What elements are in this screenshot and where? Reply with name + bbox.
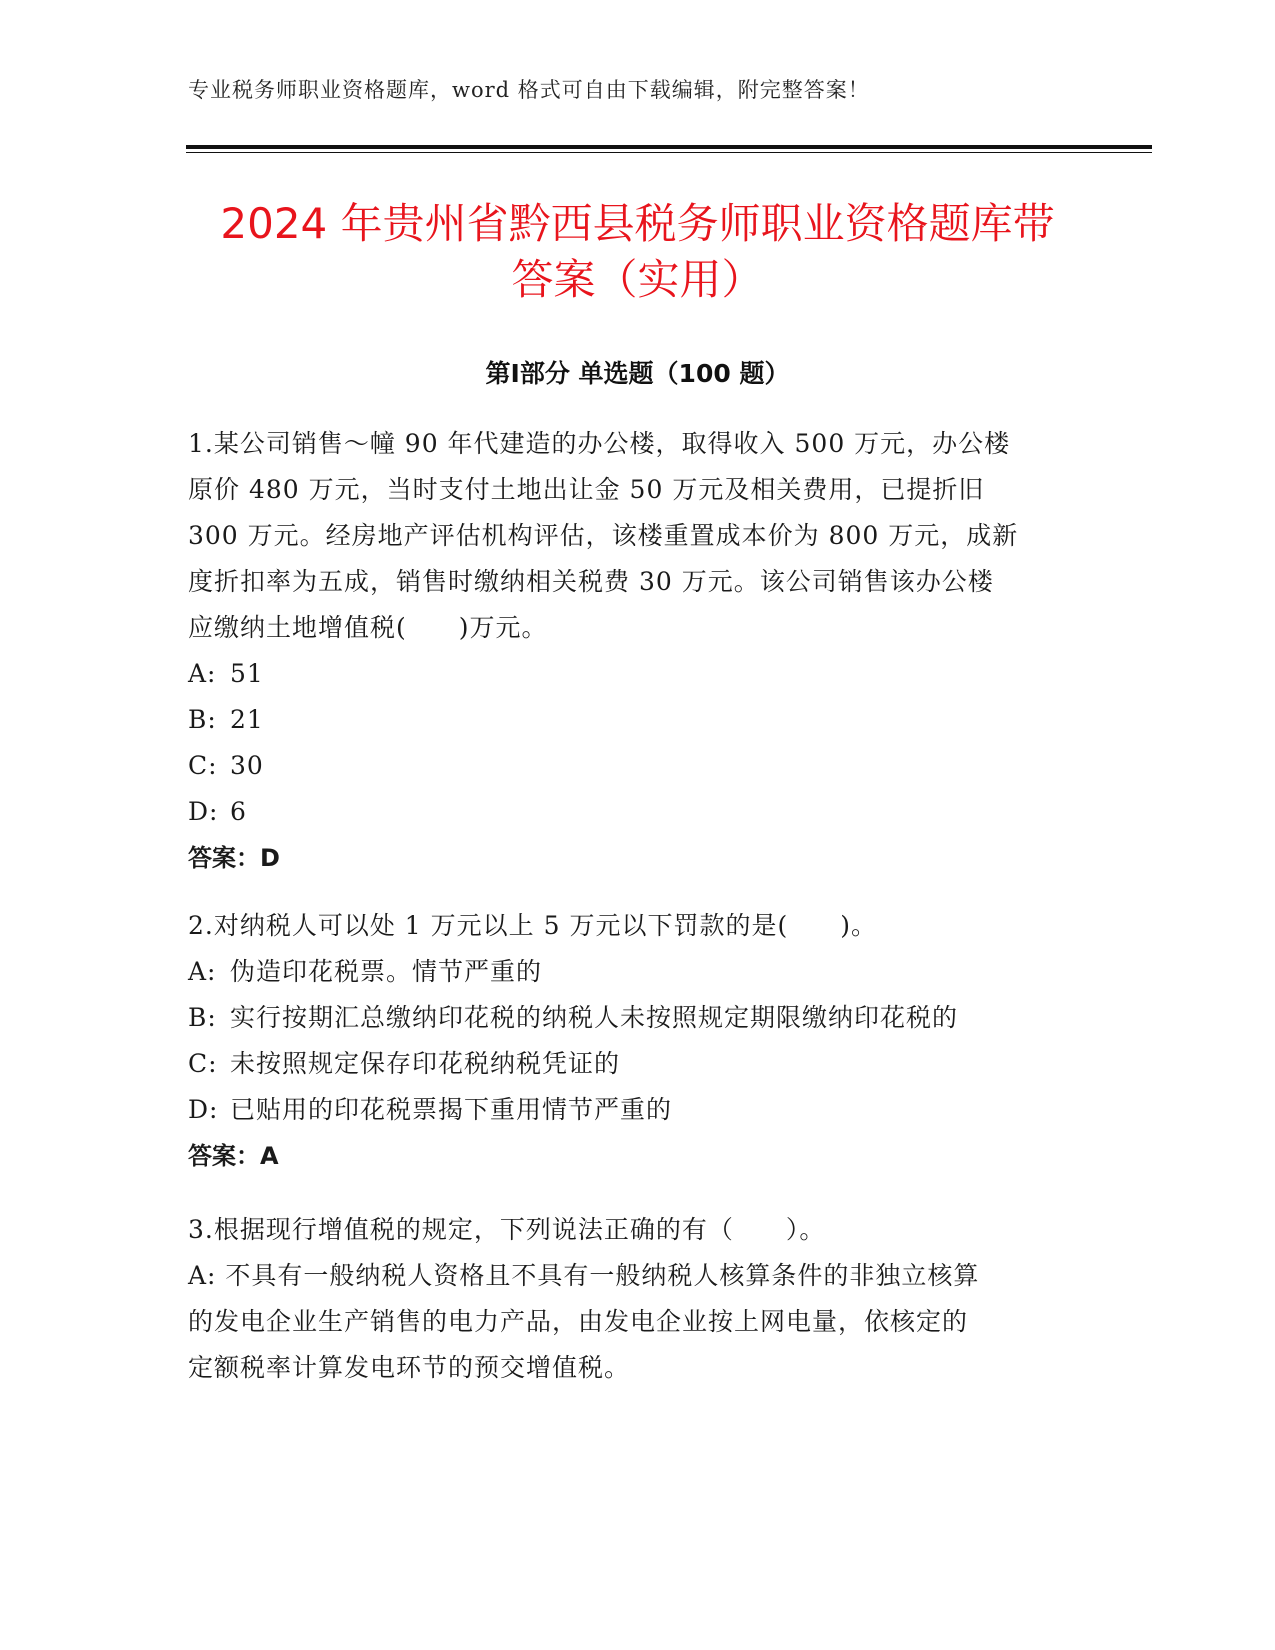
question-2-option-a <box>188 949 1078 995</box>
option-label: C: <box>188 751 218 780</box>
question-3-option-a-line: 定额税率计算发电环节的预交增值税。 <box>188 1353 631 1382</box>
option-label: B: <box>188 1003 217 1032</box>
option-label: C: <box>188 1049 218 1078</box>
question-3-option-a-line: 的发电企业生产销售的电力产品，由发电企业按上网电量，依核定的 <box>188 1307 969 1336</box>
question-1-option-d <box>188 789 1078 835</box>
header-note: 专业税务师职业资格题库，word 格式可自由下载编辑，附完整答案！ <box>188 78 870 102</box>
question-2-line: 2.对纳税人可以处 1 万元以上 5 万元以下罚款的是( )。 <box>188 911 877 940</box>
question-3-option-a-line: A: 不具有一般纳税人资格且不具有一般纳税人核算条件的非独立核算 <box>188 1261 980 1290</box>
option-text: 实行按期汇总缴纳印花税的纳税人未按照规定期限缴纳印花税的 <box>230 1003 959 1032</box>
question-2-option-d <box>188 1087 1078 1133</box>
question-1-option-a <box>188 651 1078 697</box>
title-line-1: 2024 年贵州省黔西县税务师职业资格题库带 <box>220 199 1055 248</box>
header-divider-thick <box>186 145 1152 149</box>
option-text: 51 <box>230 659 264 688</box>
option-label: D: <box>188 1095 219 1124</box>
option-text: 已贴用的印花税票揭下重用情节严重的 <box>230 1095 673 1124</box>
question-2-answer: 答案：A <box>188 1142 279 1170</box>
option-text: 未按照规定保存印花税纳税凭证的 <box>230 1049 621 1078</box>
option-label: A: <box>188 659 217 688</box>
title-line-2: 答案（实用） <box>511 255 764 304</box>
option-text: 6 <box>230 797 247 826</box>
option-label: A: <box>188 957 217 986</box>
question-1-option-c <box>188 743 1078 789</box>
option-label: D: <box>188 797 219 826</box>
question-1 <box>188 421 1078 881</box>
question-1-line: 300 万元。经房地产评估机构评估，该楼重置成本价为 800 万元，成新 <box>188 521 1019 550</box>
question-1-answer: 答案：D <box>188 844 280 872</box>
document-title <box>150 196 1125 308</box>
header-divider-thin <box>186 152 1152 153</box>
option-text: 30 <box>230 751 264 780</box>
question-2 <box>188 903 1078 1179</box>
question-1-line: 1.某公司销售～幢 90 年代建造的办公楼，取得收入 500 万元，办公楼 <box>188 429 1011 458</box>
question-1-line: 原价 480 万元，当时支付土地出让金 50 万元及相关费用，已提折旧 <box>188 475 985 504</box>
option-text: 21 <box>230 705 264 734</box>
question-2-option-b <box>188 995 1078 1041</box>
question-1-line: 度折扣率为五成，销售时缴纳相关税费 30 万元。该公司销售该办公楼 <box>188 567 994 596</box>
section-title: 第Ⅰ部分 单选题（100 题） <box>485 359 790 388</box>
question-3 <box>188 1207 1078 1391</box>
question-3-line: 3.根据现行增值税的规定，下列说法正确的有（ ）。 <box>188 1215 826 1244</box>
option-text: 伪造印花税票。情节严重的 <box>230 957 543 986</box>
question-2-option-c <box>188 1041 1078 1087</box>
option-label: B: <box>188 705 217 734</box>
question-1-line: 应缴纳土地增值税( )万元。 <box>188 613 548 642</box>
question-1-option-b <box>188 697 1078 743</box>
